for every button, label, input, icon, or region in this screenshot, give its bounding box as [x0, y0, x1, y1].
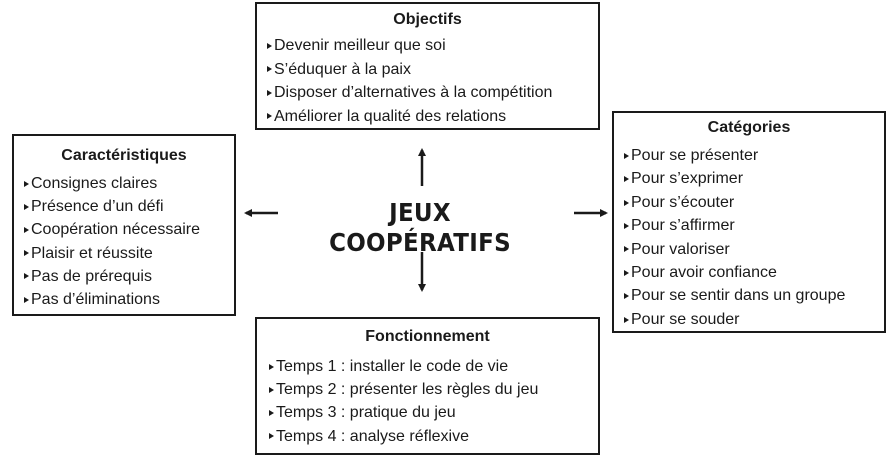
- categories-list: [624, 144, 884, 331]
- bullet-icon: [624, 176, 629, 182]
- list-item: Pas d’éliminations: [24, 288, 234, 311]
- bullet-icon: [24, 181, 29, 187]
- list-item: Améliorer la qualité des relations: [267, 105, 598, 129]
- caracteristiques-list: [24, 172, 234, 311]
- list-item: Temps 3 : pratique du jeu: [269, 401, 598, 424]
- list-item: Disposer d’alternatives à la compétition: [267, 81, 598, 105]
- caracteristiques-box: [12, 134, 236, 316]
- list-item: Coopération nécessaire: [24, 218, 234, 241]
- categories-box: [612, 111, 886, 333]
- bullet-icon: [269, 364, 274, 370]
- caracteristiques-title: Caractéristiques: [61, 147, 187, 164]
- fonctionnement-title: Fonctionnement: [365, 328, 490, 345]
- bullet-icon: [24, 250, 29, 256]
- bullet-icon: [269, 410, 274, 416]
- bullet-icon: [24, 273, 29, 279]
- list-item: Pour s’écouter: [624, 191, 884, 214]
- bullet-icon: [624, 317, 629, 323]
- bullet-icon: [624, 200, 629, 206]
- list-item: Pas de prérequis: [24, 265, 234, 288]
- list-item: Temps 1 : installer le code de vie: [269, 355, 598, 378]
- list-item: Plaisir et réussite: [24, 242, 234, 265]
- bullet-icon: [267, 113, 272, 119]
- bullet-icon: [267, 90, 272, 96]
- bullet-icon: [269, 387, 274, 393]
- bullet-icon: [24, 297, 29, 303]
- list-item: Consignes claires: [24, 172, 234, 195]
- bullet-icon: [24, 227, 29, 233]
- fonctionnement-box: [255, 317, 600, 455]
- list-item: Temps 2 : présenter les règles du jeu: [269, 378, 598, 401]
- bullet-icon: [269, 433, 274, 439]
- objectifs-box: [255, 2, 600, 130]
- bullet-icon: [267, 66, 272, 72]
- list-item: Pour s’exprimer: [624, 167, 884, 190]
- list-item: S’éduquer à la paix: [267, 58, 598, 82]
- bullet-icon: [624, 270, 629, 276]
- bullet-icon: [267, 43, 272, 49]
- list-item: Pour s’affirmer: [624, 214, 884, 237]
- list-item: Pour avoir confiance: [624, 261, 884, 284]
- list-item: Présence d’un défi: [24, 195, 234, 218]
- objectifs-list: [267, 34, 598, 128]
- list-item: Devenir meilleur que soi: [267, 34, 598, 58]
- list-item: Pour se sentir dans un groupe: [624, 284, 884, 307]
- bullet-icon: [624, 223, 629, 229]
- bullet-icon: [24, 204, 29, 210]
- center-title: JEUX COOPÉRATIFS: [329, 198, 511, 257]
- categories-title: Catégories: [707, 119, 791, 136]
- list-item: Pour se souder: [624, 308, 884, 331]
- list-item: Temps 4 : analyse réflexive: [269, 425, 598, 448]
- list-item: Pour valoriser: [624, 238, 884, 261]
- objectifs-title: Objectifs: [393, 11, 462, 28]
- fonctionnement-list: [269, 355, 598, 448]
- bullet-icon: [624, 293, 629, 299]
- bullet-icon: [624, 153, 629, 159]
- list-item: Pour se présenter: [624, 144, 884, 167]
- bullet-icon: [624, 246, 629, 252]
